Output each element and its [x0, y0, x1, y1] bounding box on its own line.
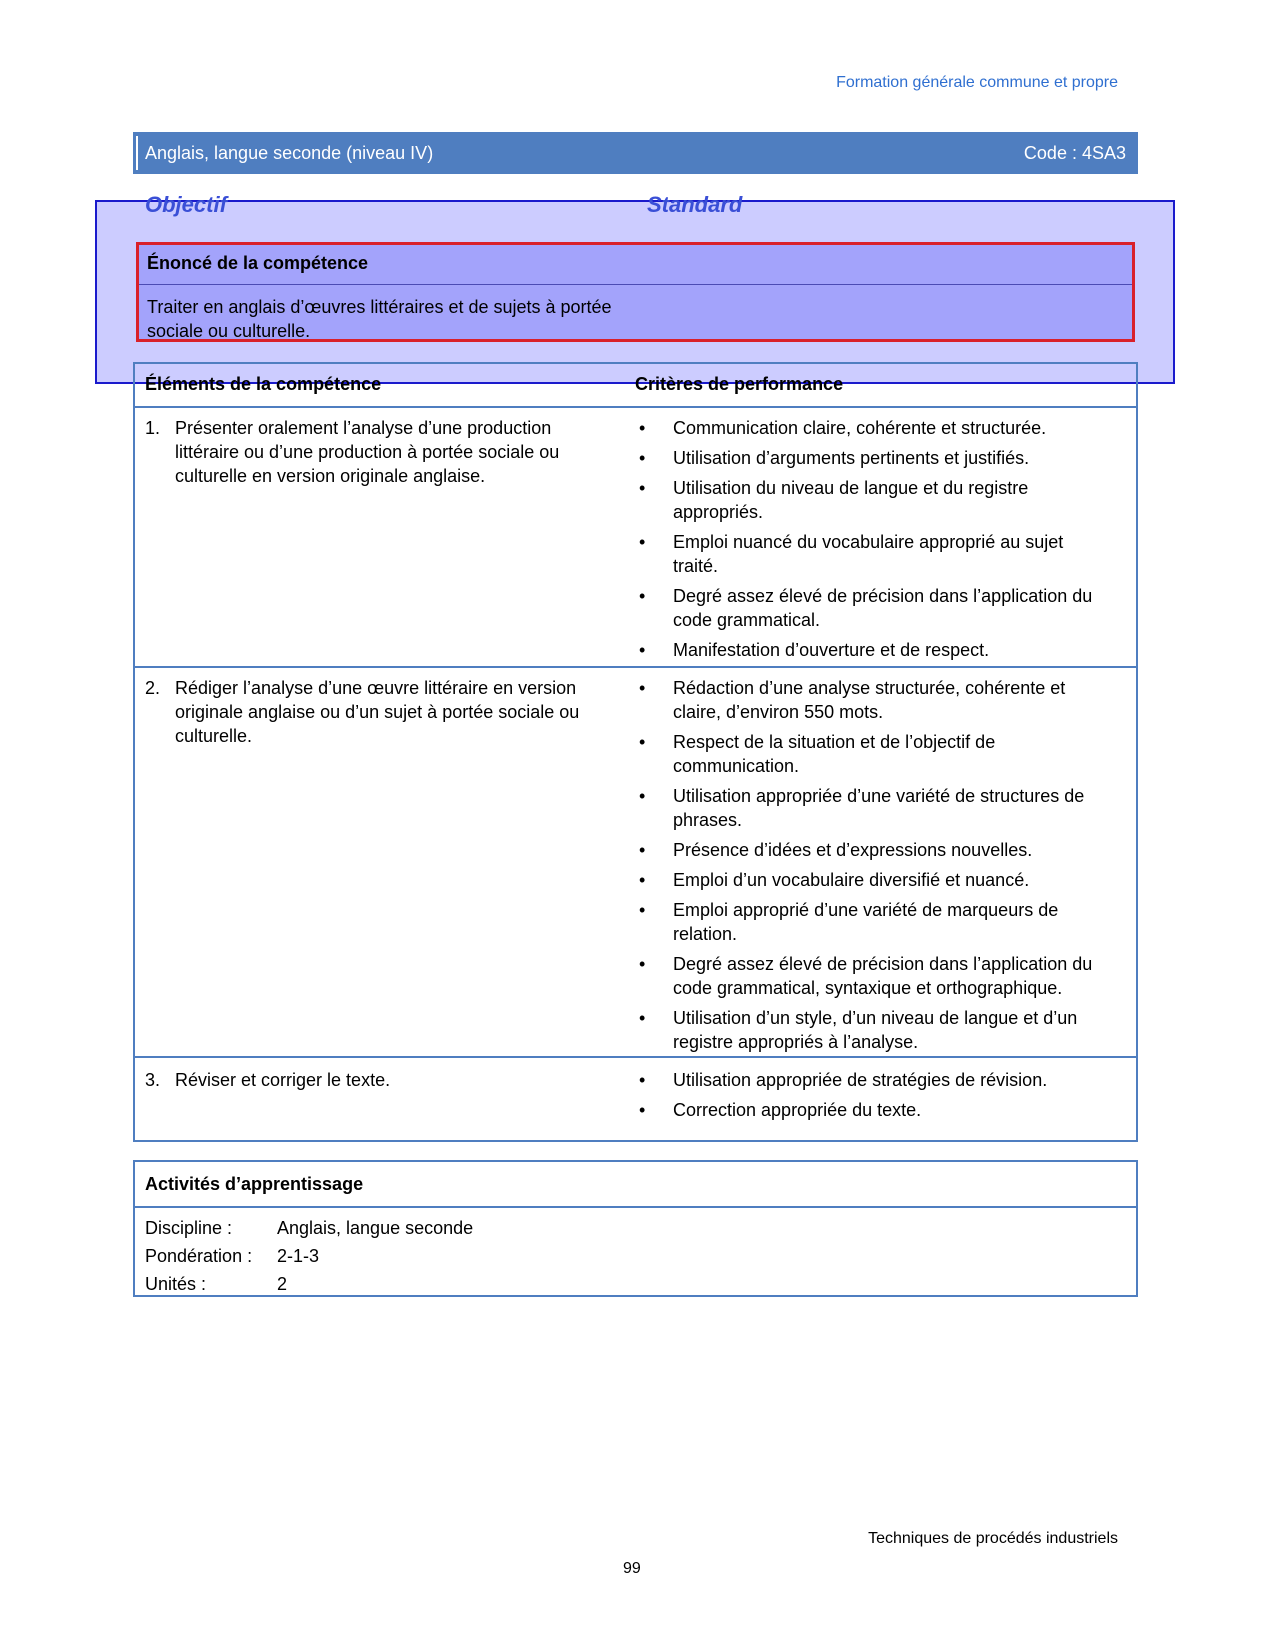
bullet-icon: • — [639, 640, 646, 660]
list-item: • Présence d’idées et d’expressions nouvelles. — [639, 840, 1033, 860]
enonce-divider — [139, 284, 1132, 285]
bullet-icon: • — [639, 448, 646, 468]
list-item: • Manifestation d’ouverture et de respect. — [639, 640, 990, 660]
list-item: • Degré assez élevé de précision dans l’application du code grammatical. — [639, 586, 1093, 630]
criteria-list-3 — [635, 1068, 1095, 1128]
ponderation-value: 2-1-3 — [277, 1246, 320, 1266]
table-divider — [135, 406, 1136, 408]
list-item: • Emploi nuancé du vocabulaire approprié au sujet traité. — [639, 532, 1064, 576]
list-item: • Utilisation d’un style, d’un niveau de langue et d’un registre appropriés à l’analyse. — [639, 1008, 1078, 1052]
ponderation-label: Pondération : — [145, 1246, 253, 1266]
title-accent-line — [136, 136, 138, 170]
bullet-icon: • — [639, 732, 646, 752]
ponderation-row — [145, 1246, 319, 1267]
program-name: Techniques de procédés industriels — [868, 1530, 1118, 1547]
bullet-icon: • — [639, 478, 646, 498]
list-item: • Utilisation du niveau de langue et du registre appropriés. — [639, 478, 1029, 522]
unites-row — [145, 1274, 287, 1295]
element-row-1 — [145, 416, 615, 488]
element-number: 3. — [145, 1070, 161, 1090]
bullet-icon: • — [639, 532, 646, 552]
bullet-icon: • — [639, 840, 646, 860]
element-number: 1. — [145, 418, 161, 438]
bullet-icon: • — [639, 786, 646, 806]
objectif-label: Objectif — [145, 192, 227, 217]
bullet-icon: • — [639, 1100, 646, 1120]
list-item: • Utilisation d’arguments pertinents et justifiés. — [639, 448, 1030, 468]
criteria-list-1 — [635, 416, 1095, 668]
activities-divider — [135, 1206, 1136, 1208]
course-title-bar — [133, 132, 1138, 174]
list-item: • Respect de la situation et de l’objectif de communication. — [639, 732, 996, 776]
element-row-2 — [145, 676, 615, 748]
criteria-heading: Critères de performance — [635, 374, 844, 394]
list-item: • Emploi approprié d’une variété de marqueurs de relation. — [639, 900, 1059, 944]
bullet-icon: • — [639, 954, 646, 974]
course-title: Anglais, langue seconde (niveau IV) — [145, 142, 434, 163]
element-number: 2. — [145, 678, 161, 698]
enonce-box — [136, 242, 1135, 342]
enonce-heading: Énoncé de la compétence — [147, 253, 369, 273]
bullet-icon: • — [639, 870, 646, 890]
element-row-3 — [145, 1068, 615, 1092]
list-item: • Degré assez élevé de précision dans l’application du code grammatical, syntaxique et orthographique. — [639, 954, 1093, 998]
bullet-icon: • — [639, 678, 646, 698]
element-text: Présenter oralement l’analyse d’une production littéraire ou d’une production à portée sociale ou culturelle en version originale anglaise. — [175, 418, 560, 486]
document-section-label: Formation générale commune et propre — [836, 74, 1118, 91]
elements-heading: Éléments de la compétence — [145, 374, 382, 394]
unites-value: 2 — [277, 1274, 288, 1294]
competence-table — [133, 362, 1138, 1142]
discipline-label: Discipline : — [145, 1218, 233, 1238]
list-item: • Communication claire, cohérente et structurée. — [639, 418, 1047, 438]
list-item: • Utilisation appropriée de stratégies de révision. — [639, 1070, 1048, 1090]
list-item: • Emploi d’un vocabulaire diversifié et nuancé. — [639, 870, 1030, 890]
bullet-icon: • — [639, 1070, 646, 1090]
enonce-text: Traiter en anglais d’œuvres littéraires et de sujets à portée sociale ou culturelle. — [147, 297, 612, 341]
element-text: Réviser et corriger le texte. — [175, 1070, 391, 1090]
bullet-icon: • — [639, 900, 646, 920]
standard-label: Standard — [647, 192, 743, 217]
activities-box — [133, 1160, 1138, 1297]
list-item: • Correction appropriée du texte. — [639, 1100, 922, 1120]
discipline-value: Anglais, langue seconde — [277, 1218, 474, 1238]
page-number: 99 — [623, 1560, 641, 1577]
bullet-icon: • — [639, 418, 646, 438]
unites-label: Unités : — [145, 1274, 207, 1294]
bullet-icon: • — [639, 586, 646, 606]
list-item: • Rédaction d’une analyse structurée, cohérente et claire, d’environ 550 mots. — [639, 678, 1066, 722]
activities-heading: Activités d’apprentissage — [145, 1174, 364, 1194]
course-code: Code : 4SA3 — [1023, 142, 1126, 163]
element-text: Rédiger l’analyse d’une œuvre littéraire en version originale anglaise ou d’un sujet à portée sociale ou culturelle. — [175, 678, 580, 746]
table-divider — [135, 666, 1136, 668]
table-divider — [135, 1056, 1136, 1058]
criteria-list-2 — [635, 676, 1095, 1060]
list-item: • Utilisation appropriée d’une variété de structures de phrases. — [639, 786, 1085, 830]
bullet-icon: • — [639, 1008, 646, 1028]
discipline-row — [145, 1218, 473, 1239]
